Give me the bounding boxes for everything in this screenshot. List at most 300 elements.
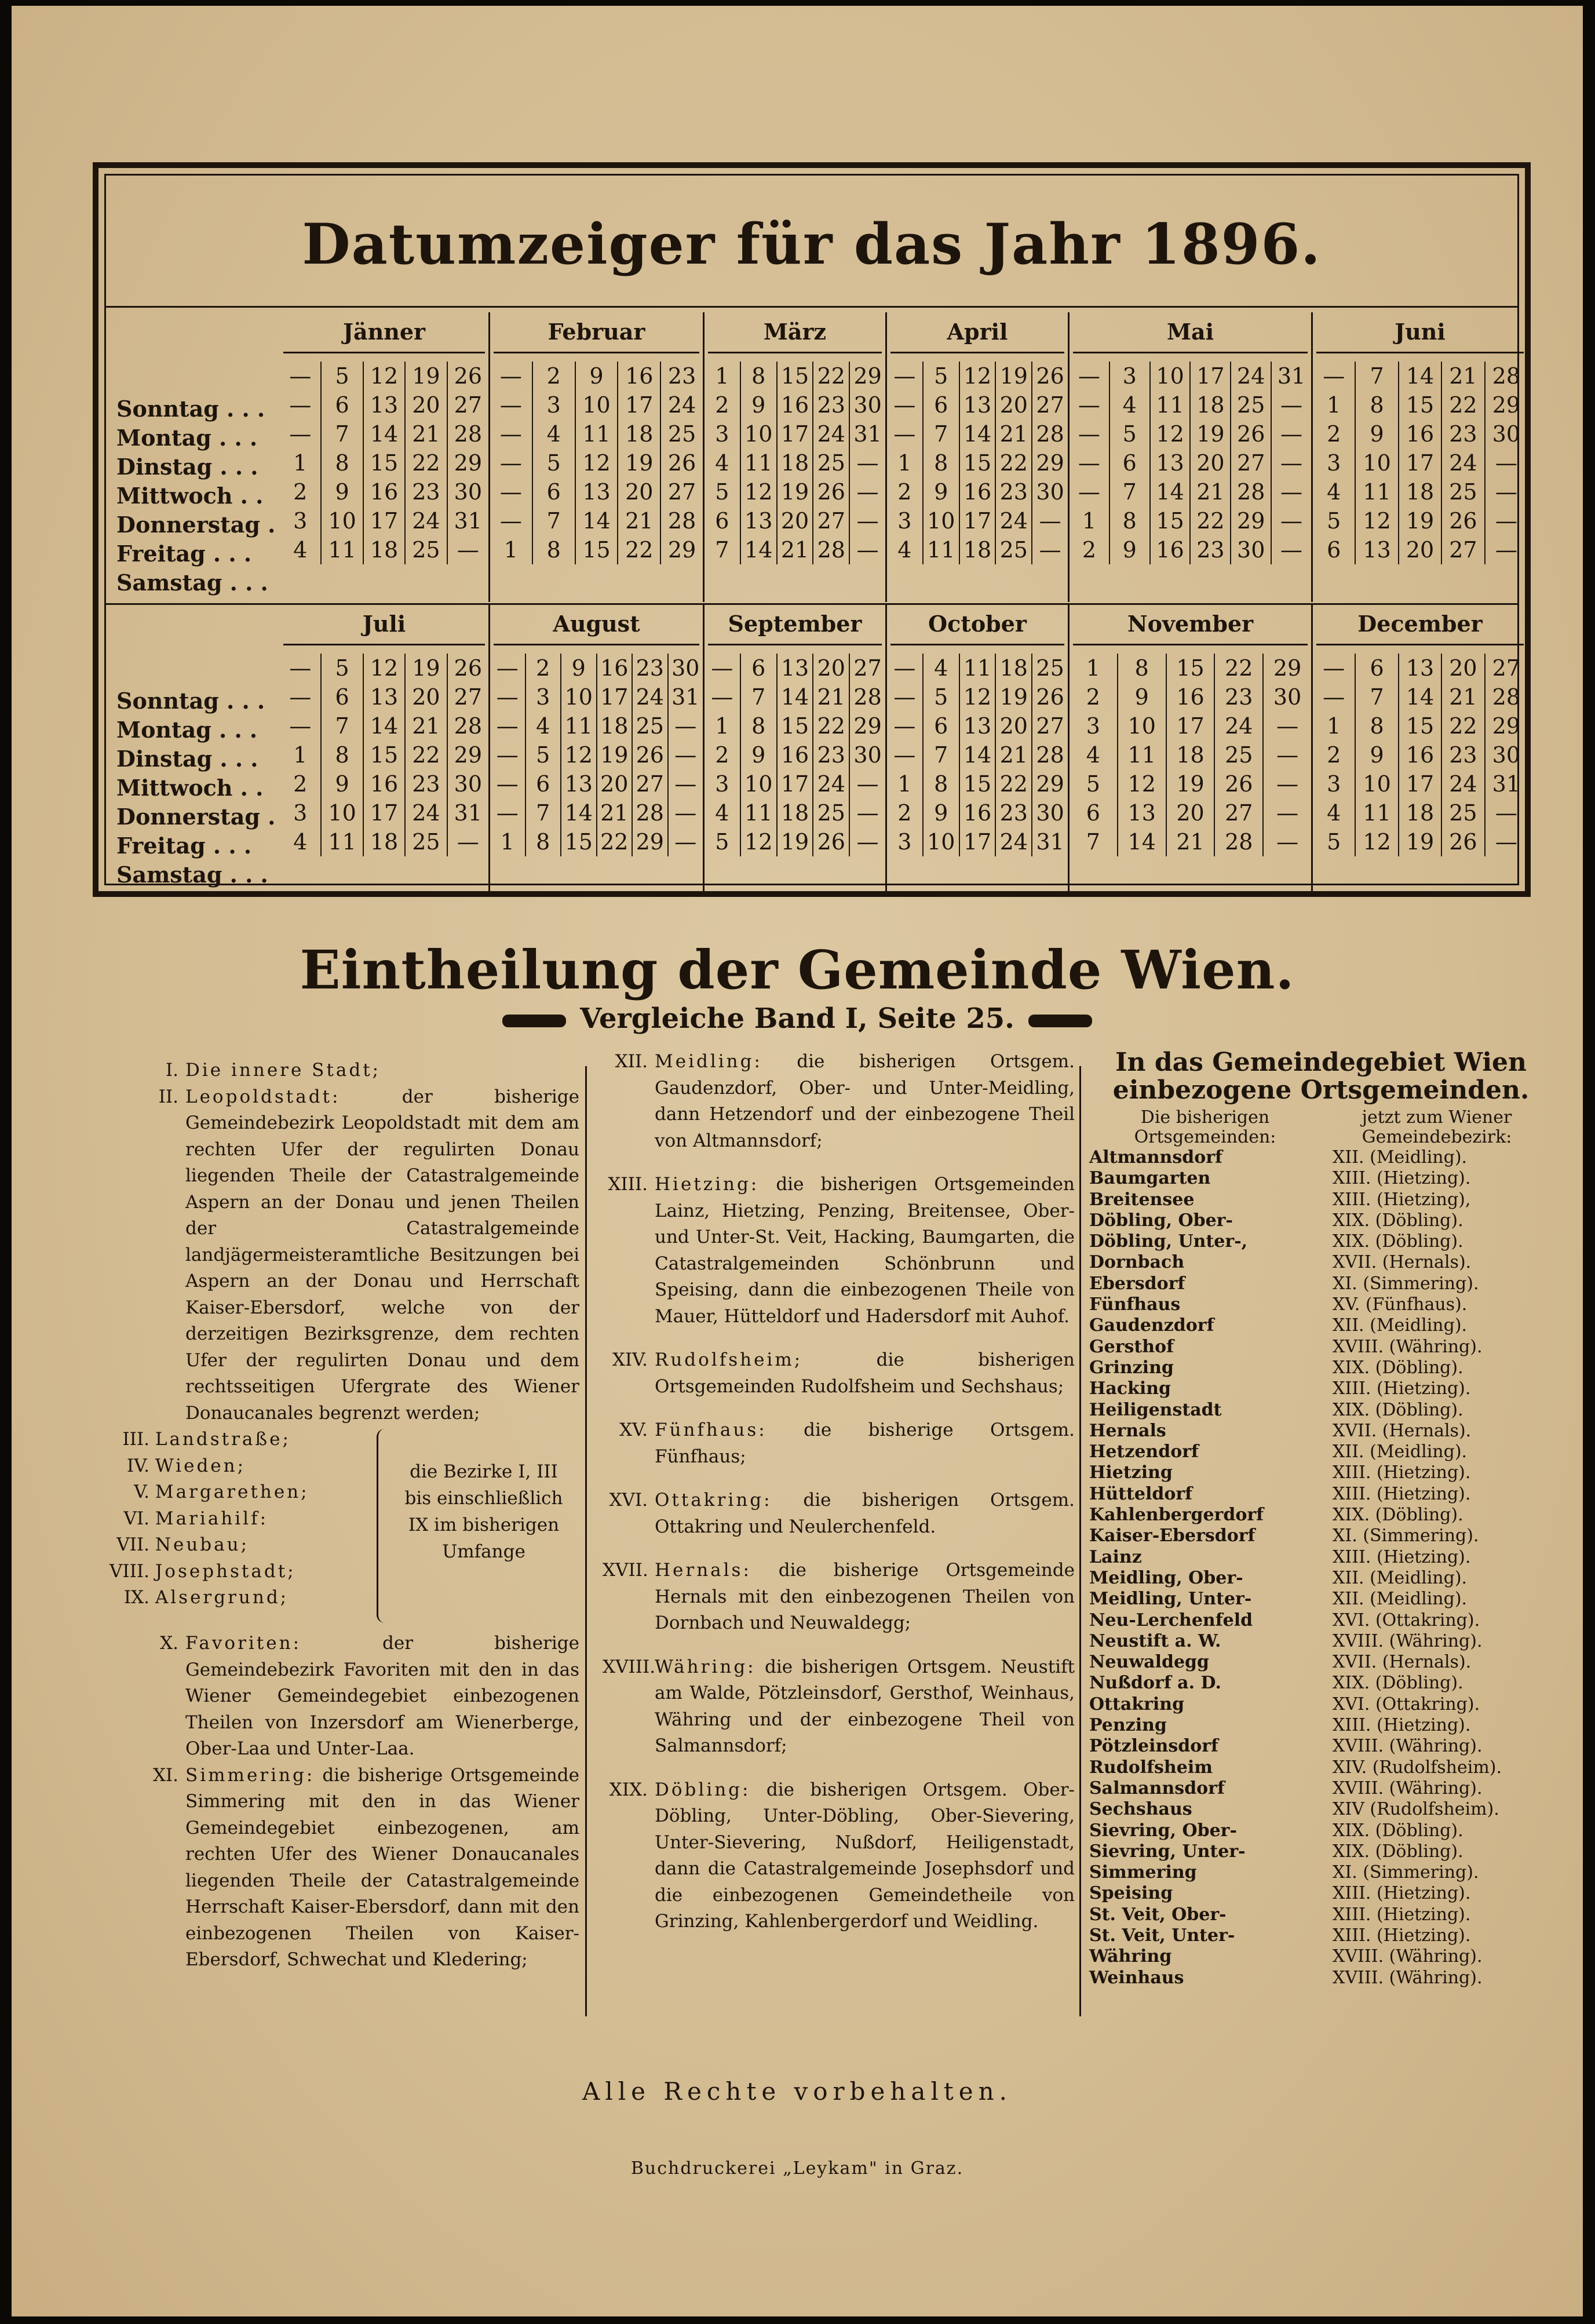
district-group-note: die Bezirke I, III bis einschließlich IX im bisherigen Umfange bbox=[404, 1461, 563, 1562]
day-cell: 5 bbox=[1086, 771, 1100, 797]
weekday-label: Samstag . . . bbox=[116, 570, 268, 596]
day-cell: 23 bbox=[1196, 537, 1225, 563]
week-column bbox=[320, 654, 362, 856]
day-cell: 7 bbox=[751, 684, 766, 710]
week-column bbox=[1355, 654, 1397, 856]
current-district: XVIII. (Währing). bbox=[1333, 1336, 1483, 1357]
current-district: XIX. (Döbling). bbox=[1333, 1399, 1463, 1420]
day-cell: 21 bbox=[999, 742, 1028, 768]
month-day-grid bbox=[1070, 654, 1311, 856]
community-row bbox=[1089, 1168, 1553, 1189]
weekday-labels-first-half bbox=[116, 395, 290, 597]
week-column bbox=[1189, 362, 1230, 564]
day-cell: 23 bbox=[999, 800, 1028, 826]
community-row bbox=[1089, 1631, 1553, 1652]
current-district: XVII. (Hernals). bbox=[1333, 1252, 1472, 1273]
day-cell: 7 bbox=[715, 537, 729, 563]
day-cell: 20 bbox=[1449, 655, 1477, 681]
community-row bbox=[1089, 1210, 1553, 1231]
former-community-name: St. Veit, Ober- bbox=[1089, 1904, 1227, 1925]
day-cell: — bbox=[1280, 450, 1303, 476]
day-cell: 19 bbox=[780, 829, 809, 855]
day-cell: 1 bbox=[897, 771, 912, 797]
day-cell: 16 bbox=[963, 479, 992, 505]
current-district: XIII. (Hietzing). bbox=[1333, 1715, 1471, 1736]
incorporated-communities-column bbox=[1089, 1049, 1553, 1989]
current-district: XIX. (Döbling). bbox=[1333, 1841, 1463, 1862]
community-row bbox=[1089, 1946, 1553, 1967]
day-cell: 8 bbox=[1134, 655, 1149, 681]
day-cell: 28 bbox=[636, 800, 664, 826]
day-cell: 18 bbox=[370, 537, 399, 563]
community-row bbox=[1089, 1715, 1553, 1736]
day-cell: 8 bbox=[751, 713, 766, 739]
day-cell: 30 bbox=[1492, 421, 1520, 447]
day-cell: 21 bbox=[1196, 479, 1225, 505]
former-community-name: Gaudenzdorf bbox=[1089, 1315, 1214, 1336]
day-cell: 27 bbox=[853, 655, 882, 681]
day-cell: 10 bbox=[328, 508, 356, 534]
day-cell: 26 bbox=[454, 655, 482, 681]
districts-column-2 bbox=[603, 1049, 1075, 1953]
day-cell: 7 bbox=[1086, 829, 1100, 855]
weekday-label: Freitag . . . bbox=[116, 541, 252, 567]
day-cell: — bbox=[1280, 508, 1303, 534]
day-cell: 4 bbox=[546, 421, 561, 447]
day-cell: 17 bbox=[1196, 363, 1225, 389]
day-cell: 16 bbox=[1156, 537, 1184, 563]
day-cell: 31 bbox=[671, 684, 700, 710]
day-cell: 19 bbox=[412, 655, 440, 681]
day-cell: 5 bbox=[715, 479, 729, 505]
week-column bbox=[812, 654, 849, 856]
current-district: XV. (Fünfhaus). bbox=[1333, 1294, 1468, 1315]
former-community-name: Ottakring bbox=[1089, 1694, 1185, 1714]
rights-notice: Alle Rechte vorbehalten. bbox=[582, 2077, 1013, 2106]
day-cell: 20 bbox=[625, 479, 654, 505]
day-cell: 15 bbox=[370, 450, 399, 476]
day-cell: 14 bbox=[564, 800, 593, 826]
day-cell: 7 bbox=[934, 421, 948, 447]
district-entry bbox=[603, 1172, 1075, 1330]
community-row bbox=[1089, 1294, 1553, 1315]
day-cell: 29 bbox=[853, 713, 882, 739]
day-cell: 21 bbox=[412, 713, 440, 739]
day-cell: 19 bbox=[1406, 829, 1435, 855]
month-name: Juni bbox=[1316, 312, 1524, 353]
day-cell: 9 bbox=[335, 479, 349, 505]
day-cell: 22 bbox=[412, 450, 440, 476]
day-cell: 2 bbox=[546, 363, 561, 389]
former-community-name: Sievring, Ober- bbox=[1089, 1820, 1237, 1841]
day-cell: 21 bbox=[412, 421, 440, 447]
day-cell: 9 bbox=[1370, 421, 1384, 447]
day-cell: 6 bbox=[1086, 800, 1100, 826]
community-row bbox=[1089, 1378, 1553, 1399]
current-district: XII. (Meidling). bbox=[1333, 1147, 1468, 1168]
day-cell: 18 bbox=[1406, 800, 1435, 826]
day-cell: 24 bbox=[1449, 771, 1477, 797]
district-description: die bisherigen Ortsgem. Ober-Döbling, Unter-Döbling, Ober-Sievering, Unter-Sievering, Nußdorf, Heiligenstadt, dann die Catastralgemeinde Josephsdorf und die einbezogenen Gemeindetheile von Grinzing, Kahlenbergerdorf und Weidling. bbox=[655, 1779, 1075, 1932]
day-cell: — bbox=[1078, 421, 1100, 447]
day-cell: 24 bbox=[999, 829, 1028, 855]
day-cell: 16 bbox=[370, 771, 399, 797]
day-cell: 31 bbox=[454, 508, 482, 534]
day-cell: — bbox=[1495, 508, 1517, 534]
week-column bbox=[280, 362, 320, 564]
day-cell: 19 bbox=[600, 742, 629, 768]
former-community-name: Kahlenbergerdorf bbox=[1089, 1505, 1264, 1526]
day-cell: 10 bbox=[1127, 713, 1156, 739]
day-cell: — bbox=[289, 363, 312, 389]
day-cell: — bbox=[856, 800, 879, 826]
district-number: XIII. bbox=[608, 1174, 648, 1195]
district-description: die bisherigen Ortsgem. Neustift am Walde, Pötzleinsdorf, Gersthof, Weinhaus, Währing und der einbezogene Theil von Salmannsdorf; bbox=[655, 1656, 1075, 1756]
day-cell: 1 bbox=[897, 450, 912, 476]
day-cell: 10 bbox=[1156, 363, 1184, 389]
day-cell: 6 bbox=[1370, 655, 1384, 681]
former-community-name: Grinzing bbox=[1089, 1357, 1174, 1378]
day-cell: 6 bbox=[1122, 450, 1137, 476]
week-column bbox=[1271, 362, 1311, 564]
weekday-label: Samstag . . . bbox=[116, 862, 268, 888]
community-row bbox=[1089, 1252, 1553, 1273]
day-cell: 12 bbox=[1363, 508, 1391, 534]
day-cell: 3 bbox=[546, 392, 561, 418]
day-cell: 26 bbox=[817, 829, 845, 855]
day-cell: 16 bbox=[1406, 742, 1435, 768]
community-row bbox=[1089, 1862, 1553, 1883]
district-number: VI. bbox=[123, 1508, 149, 1529]
day-cell: 29 bbox=[454, 450, 482, 476]
current-district: XIII. (Hietzing). bbox=[1333, 1483, 1471, 1504]
district-number: X. bbox=[160, 1633, 178, 1654]
week-column bbox=[490, 654, 525, 856]
day-cell: 20 bbox=[999, 392, 1028, 418]
day-cell: — bbox=[1078, 450, 1100, 476]
day-cell: 25 bbox=[412, 537, 440, 563]
day-cell: 15 bbox=[582, 537, 611, 563]
day-cell: — bbox=[289, 655, 312, 681]
day-cell: 3 bbox=[897, 508, 912, 534]
district-entry bbox=[122, 1426, 579, 1453]
day-cell: 12 bbox=[1363, 829, 1391, 855]
former-community-name: Neustift a. W. bbox=[1089, 1630, 1221, 1651]
district-name: Meidling: bbox=[655, 1051, 762, 1072]
week-column bbox=[849, 654, 885, 856]
day-cell: 30 bbox=[1036, 800, 1064, 826]
district-number: IV. bbox=[126, 1455, 149, 1476]
day-cell: 5 bbox=[1327, 508, 1341, 534]
former-community-name: Meidling, Ober- bbox=[1089, 1567, 1243, 1588]
day-cell: 24 bbox=[1449, 450, 1477, 476]
week-column bbox=[1398, 362, 1441, 564]
day-cell: 17 bbox=[780, 421, 809, 447]
day-cell: 10 bbox=[927, 829, 955, 855]
day-cell: 5 bbox=[1327, 829, 1341, 855]
day-cell: 14 bbox=[1406, 363, 1435, 389]
district-number: VII. bbox=[116, 1534, 149, 1555]
day-cell: 4 bbox=[715, 800, 729, 826]
day-cell: 31 bbox=[1036, 829, 1064, 855]
day-cell: — bbox=[499, 508, 522, 534]
current-district: XIII. (Hietzing). bbox=[1333, 1883, 1471, 1904]
day-cell: 27 bbox=[817, 508, 845, 534]
day-cell: 29 bbox=[667, 537, 696, 563]
day-cell: — bbox=[893, 363, 916, 389]
week-column bbox=[447, 654, 488, 856]
day-cell: — bbox=[499, 450, 522, 476]
district-name: Mariahilf: bbox=[155, 1508, 269, 1529]
day-cell: 25 bbox=[817, 800, 845, 826]
month-day-grid bbox=[705, 362, 885, 564]
month-name: Juli bbox=[283, 604, 485, 645]
day-cell: 26 bbox=[1449, 829, 1477, 855]
day-cell: 11 bbox=[564, 713, 593, 739]
day-cell: 25 bbox=[636, 713, 664, 739]
day-cell: 5 bbox=[715, 829, 729, 855]
day-cell: 4 bbox=[897, 537, 912, 563]
weekday-label: Mittwoch . . bbox=[116, 483, 264, 509]
day-cell: — bbox=[856, 508, 879, 534]
week-column bbox=[280, 654, 320, 856]
former-community-name: Breitensee bbox=[1089, 1189, 1195, 1210]
day-cell: 27 bbox=[1492, 655, 1520, 681]
day-cell: 29 bbox=[454, 742, 482, 768]
day-cell: 3 bbox=[1122, 363, 1137, 389]
day-cell: 1 bbox=[503, 537, 518, 563]
day-cell: — bbox=[893, 684, 916, 710]
day-cell: — bbox=[1276, 829, 1299, 855]
day-cell: 29 bbox=[1237, 508, 1265, 534]
day-cell: 18 bbox=[780, 450, 809, 476]
day-cell: 9 bbox=[1122, 537, 1137, 563]
day-cell: 27 bbox=[1036, 713, 1064, 739]
day-cell: 16 bbox=[1406, 421, 1435, 447]
community-row bbox=[1089, 1400, 1553, 1421]
former-community-name: Hietzing bbox=[1089, 1462, 1173, 1483]
former-community-name: Neuwaldegg bbox=[1089, 1652, 1209, 1673]
former-community-name: Weinhaus bbox=[1089, 1967, 1184, 1988]
day-cell: 21 bbox=[1176, 829, 1205, 855]
district-description: die bisherige Ortsgemeinde Simmering mit den in das Wiener Gemeindegebiet einbezogenen, am rechten Ufer des Wiener Donaucanales liegenden Theile der Catastralgemeinde Herrschaft Kaiser-Ebersdorf, dann mit den einbezogenen Theilen von Kaiser-Ebersdorf, Schwechat und Kledering; bbox=[185, 1764, 579, 1970]
pointing-hand-left-icon bbox=[502, 1015, 566, 1027]
section-subtitle bbox=[12, 1002, 1583, 1035]
day-cell: 4 bbox=[934, 655, 948, 681]
day-cell: 28 bbox=[454, 421, 482, 447]
day-cell: 2 bbox=[1082, 537, 1096, 563]
day-cell: 29 bbox=[1273, 655, 1302, 681]
former-community-name: Lainz bbox=[1089, 1546, 1142, 1567]
former-community-name: Gersthof bbox=[1089, 1336, 1174, 1357]
day-cell: 21 bbox=[625, 508, 654, 534]
weekday-label: Freitag . . . bbox=[116, 833, 252, 859]
weekday-label: Donnerstag . bbox=[116, 512, 276, 538]
day-cell: 7 bbox=[335, 421, 349, 447]
day-cell: 22 bbox=[1449, 713, 1477, 739]
day-cell: — bbox=[893, 742, 916, 768]
day-cell: 26 bbox=[1449, 508, 1477, 534]
day-cell: 1 bbox=[1082, 508, 1096, 534]
weekday-label: Montag . . . bbox=[116, 425, 258, 451]
week-column bbox=[596, 654, 632, 856]
district-entry bbox=[603, 1049, 1075, 1154]
week-column bbox=[959, 362, 995, 564]
day-cell: 29 bbox=[1492, 713, 1520, 739]
week-column bbox=[632, 654, 667, 856]
day-cell: — bbox=[1495, 537, 1517, 563]
day-cell: 26 bbox=[1036, 363, 1064, 389]
former-community-name: Ebersdorf bbox=[1089, 1273, 1185, 1294]
day-cell: 26 bbox=[1036, 684, 1064, 710]
day-cell: — bbox=[289, 421, 312, 447]
month-name: März bbox=[708, 312, 882, 353]
day-cell: 13 bbox=[963, 713, 992, 739]
day-cell: — bbox=[1078, 392, 1100, 418]
community-row bbox=[1089, 1652, 1553, 1673]
header-current-district: jetzt zum Wiener Gemeindebezirk: bbox=[1362, 1107, 1512, 1147]
month-block bbox=[1311, 604, 1527, 894]
district-name: Alsergrund; bbox=[155, 1587, 289, 1608]
day-cell: 27 bbox=[667, 479, 696, 505]
day-cell: 25 bbox=[412, 829, 440, 855]
day-cell: 9 bbox=[571, 655, 586, 681]
day-cell: 16 bbox=[625, 363, 654, 389]
day-cell: — bbox=[711, 684, 733, 710]
week-column bbox=[705, 362, 740, 564]
day-cell: 27 bbox=[636, 771, 664, 797]
day-cell: 20 bbox=[1406, 537, 1435, 563]
week-column bbox=[959, 654, 995, 856]
day-cell: 20 bbox=[999, 713, 1028, 739]
current-district: XII. (Meidling). bbox=[1333, 1442, 1468, 1462]
community-row bbox=[1089, 1883, 1553, 1904]
current-district: XI. (Simmering). bbox=[1333, 1862, 1479, 1883]
day-cell: 30 bbox=[454, 479, 482, 505]
day-cell: 21 bbox=[999, 421, 1028, 447]
day-cell: 25 bbox=[999, 537, 1028, 563]
day-cell: 3 bbox=[715, 421, 729, 447]
current-district: XI. (Simmering). bbox=[1333, 1526, 1479, 1546]
month-name: October bbox=[890, 604, 1064, 645]
day-cell: 4 bbox=[1327, 479, 1341, 505]
day-cell: — bbox=[856, 829, 879, 855]
day-cell: 13 bbox=[1406, 655, 1435, 681]
day-cell: — bbox=[499, 363, 522, 389]
day-cell: 25 bbox=[1036, 655, 1064, 681]
district-number: V. bbox=[134, 1482, 149, 1502]
group-brace bbox=[377, 1429, 389, 1623]
day-cell: 13 bbox=[1156, 450, 1184, 476]
day-cell: 24 bbox=[1237, 363, 1265, 389]
day-cell: 1 bbox=[293, 742, 308, 768]
current-district: XIII. (Hietzing). bbox=[1333, 1546, 1471, 1567]
day-cell: 12 bbox=[582, 450, 611, 476]
district-description: die bisherigen Ortsgem. Gaudenzdorf, Ober- und Unter-Meidling, dann Hetzendorf und der einbezogene Theil von Altmannsdorf; bbox=[655, 1051, 1075, 1151]
day-cell: 7 bbox=[1370, 363, 1384, 389]
week-column bbox=[1484, 362, 1527, 564]
month-day-grid bbox=[280, 362, 488, 564]
community-row bbox=[1089, 1315, 1553, 1336]
current-district: XVII. (Hernals). bbox=[1333, 1652, 1472, 1673]
day-cell: 5 bbox=[536, 742, 550, 768]
day-cell: 28 bbox=[853, 684, 882, 710]
day-cell: — bbox=[674, 713, 697, 739]
week-column bbox=[1398, 654, 1441, 856]
day-cell: — bbox=[499, 421, 522, 447]
week-column bbox=[1070, 654, 1117, 856]
former-community-name: St. Veit, Unter- bbox=[1089, 1925, 1235, 1946]
former-community-name: Hacking bbox=[1089, 1378, 1171, 1399]
day-cell: 16 bbox=[963, 800, 992, 826]
day-cell: 10 bbox=[744, 421, 773, 447]
day-cell: 24 bbox=[817, 421, 845, 447]
day-cell: — bbox=[711, 655, 733, 681]
day-cell: 18 bbox=[999, 655, 1028, 681]
district-entry bbox=[123, 1585, 579, 1611]
day-cell: 6 bbox=[751, 655, 766, 681]
day-cell: — bbox=[1276, 742, 1299, 768]
day-cell: 3 bbox=[1327, 450, 1341, 476]
community-row bbox=[1089, 1462, 1553, 1483]
day-cell: 6 bbox=[1327, 537, 1341, 563]
week-column bbox=[776, 362, 813, 564]
day-cell: 8 bbox=[335, 450, 349, 476]
day-cell: 28 bbox=[1492, 363, 1520, 389]
district-name: Simmering: bbox=[185, 1764, 315, 1786]
day-cell: 22 bbox=[999, 450, 1028, 476]
day-cell: 31 bbox=[1492, 771, 1520, 797]
day-cell: 4 bbox=[1122, 392, 1137, 418]
day-cell: 20 bbox=[817, 655, 845, 681]
week-column bbox=[1166, 654, 1214, 856]
day-cell: 9 bbox=[934, 479, 948, 505]
day-cell: — bbox=[496, 684, 519, 710]
week-column bbox=[1109, 362, 1149, 564]
day-cell: 22 bbox=[1225, 655, 1253, 681]
community-row bbox=[1089, 1505, 1553, 1526]
district-number: XVI. bbox=[609, 1490, 648, 1511]
month-block bbox=[488, 604, 703, 894]
day-cell: 18 bbox=[370, 829, 399, 855]
former-community-name: Penzing bbox=[1089, 1715, 1167, 1736]
day-cell: 20 bbox=[780, 508, 809, 534]
former-community-name: Döbling, Ober- bbox=[1089, 1210, 1233, 1231]
day-cell: 5 bbox=[335, 655, 349, 681]
month-name: December bbox=[1316, 604, 1524, 645]
day-cell: 2 bbox=[1327, 421, 1341, 447]
week-column bbox=[575, 362, 618, 564]
day-cell: 6 bbox=[715, 508, 729, 534]
day-cell: 12 bbox=[963, 363, 992, 389]
section-subtitle-text: Vergleiche Band I, Seite 25. bbox=[580, 1002, 1014, 1035]
week-column bbox=[1070, 362, 1109, 564]
month-block bbox=[1068, 312, 1311, 602]
week-column bbox=[1313, 654, 1355, 856]
day-cell: 12 bbox=[744, 479, 773, 505]
district-name: Wieden; bbox=[155, 1455, 246, 1476]
week-column bbox=[667, 654, 703, 856]
day-cell: 8 bbox=[1122, 508, 1137, 534]
day-cell: 22 bbox=[999, 771, 1028, 797]
day-cell: 9 bbox=[751, 392, 766, 418]
week-column bbox=[320, 362, 362, 564]
week-column bbox=[1230, 362, 1271, 564]
district-name: Ottakring: bbox=[655, 1490, 772, 1511]
day-cell: 9 bbox=[589, 363, 604, 389]
current-district: XIII. (Hietzing). bbox=[1333, 1378, 1471, 1399]
day-cell: — bbox=[1039, 537, 1061, 563]
